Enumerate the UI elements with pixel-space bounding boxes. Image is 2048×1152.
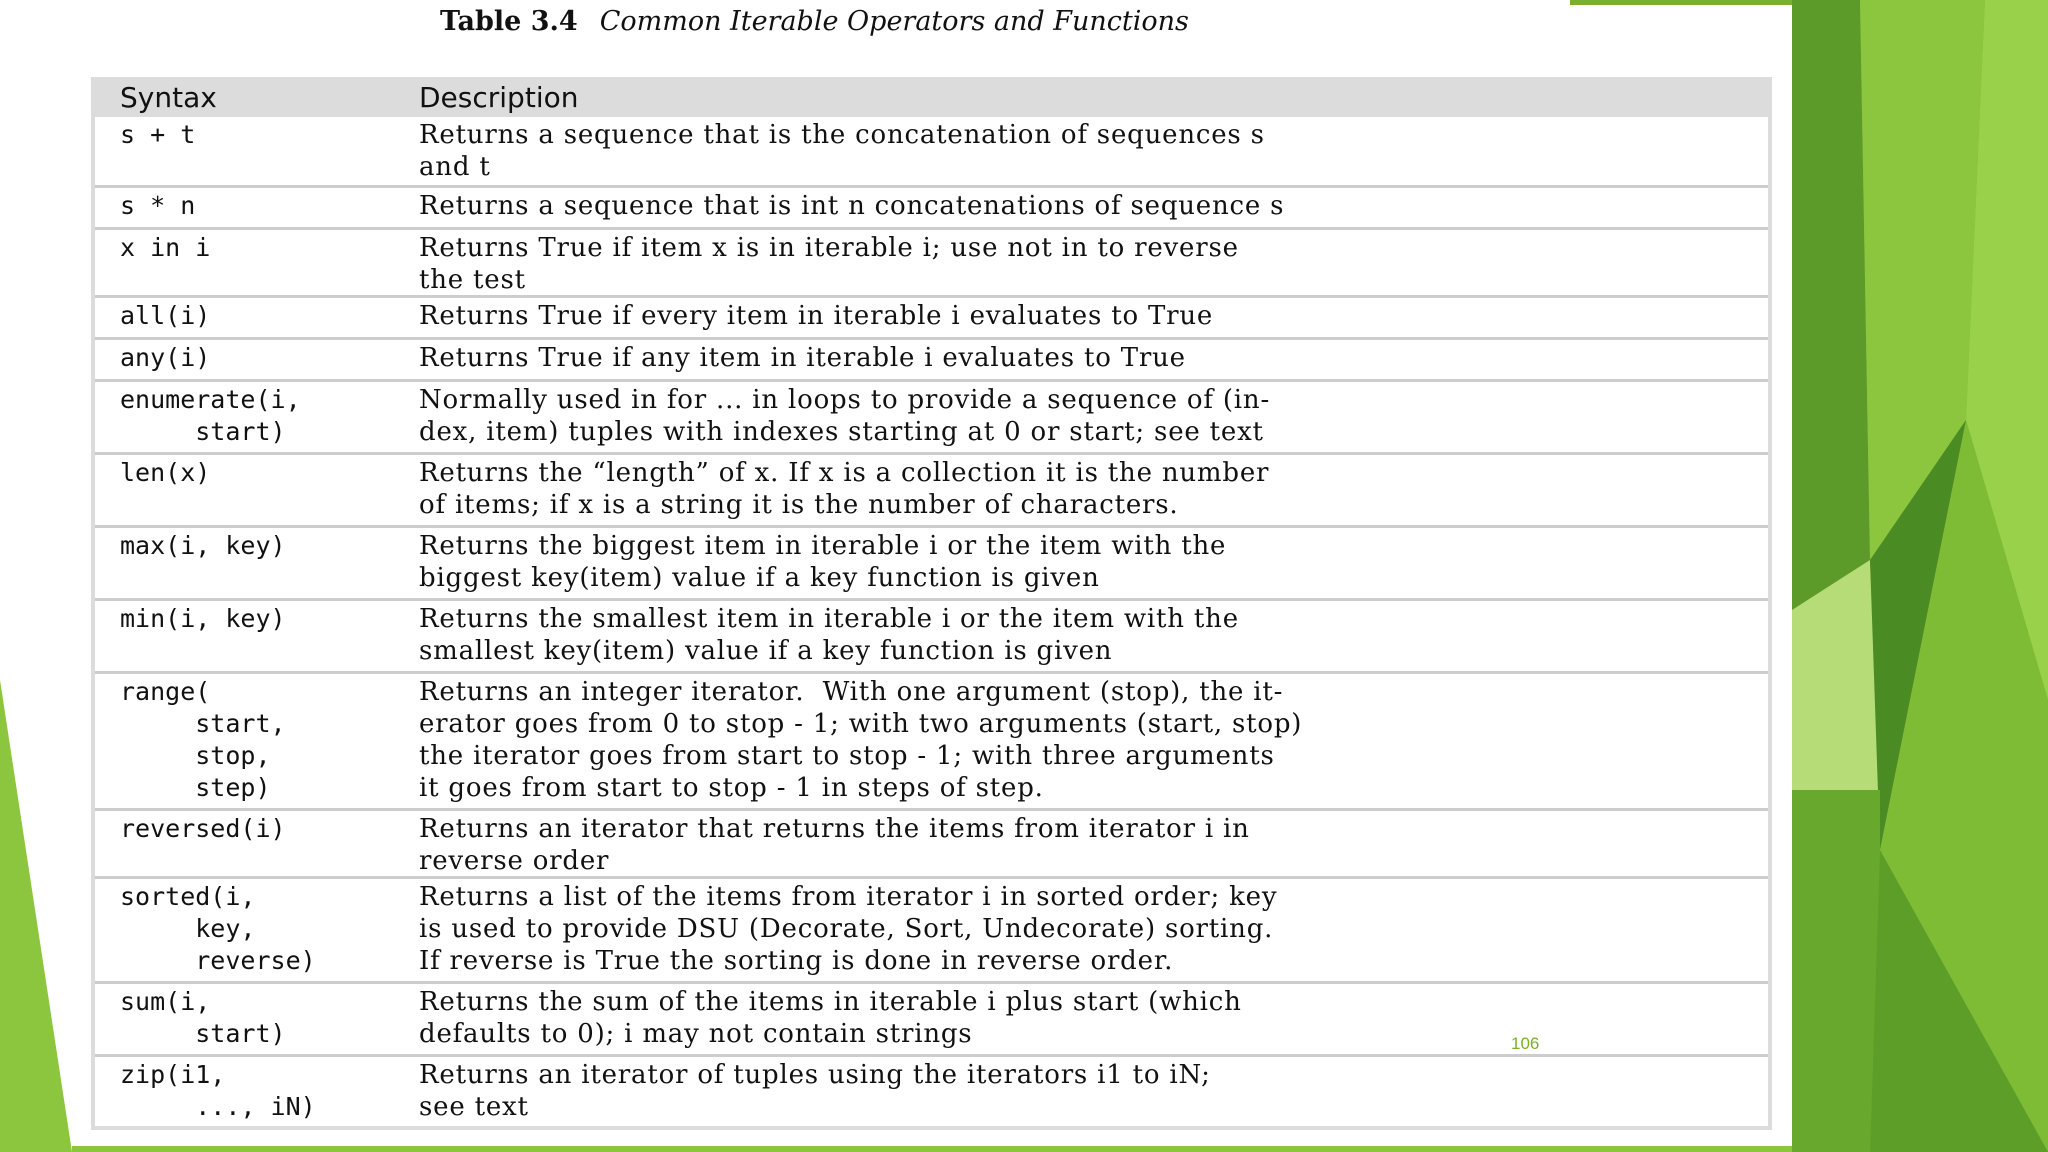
description-cell: Returns True if every item in iterable i evaluates to True bbox=[419, 301, 1214, 331]
table-body bbox=[95, 117, 1768, 1126]
syntax-cell: any(i) bbox=[120, 343, 211, 372]
table-row bbox=[95, 808, 1768, 876]
table-row bbox=[95, 185, 1768, 227]
syntax-cell: reversed(i) bbox=[120, 814, 286, 843]
description-cell: Returns an iterator that returns the items from iterator i in reverse order bbox=[419, 814, 1250, 876]
description-cell: Returns the biggest item in iterable i or the item with the biggest key(item) value if a key function is given bbox=[419, 531, 1227, 593]
green-wedge-left bbox=[0, 680, 72, 1152]
syntax-cell: range( start, stop, step) bbox=[120, 677, 286, 802]
table-row bbox=[95, 295, 1768, 337]
table-row bbox=[95, 337, 1768, 379]
table-title: Common Iterable Operators and Functions bbox=[599, 6, 1189, 37]
header-description: Description bbox=[419, 81, 579, 114]
syntax-cell: s + t bbox=[120, 120, 196, 149]
table-row bbox=[95, 227, 1768, 295]
table-row bbox=[95, 598, 1768, 671]
syntax-cell: len(x) bbox=[120, 458, 211, 487]
table-caption bbox=[440, 6, 1440, 46]
table-number: Table 3.4 bbox=[440, 6, 578, 37]
syntax-cell: zip(i1, ..., iN) bbox=[120, 1060, 316, 1121]
syntax-cell: min(i, key) bbox=[120, 604, 286, 633]
description-cell: Returns True if any item in iterable i evaluates to True bbox=[419, 343, 1186, 373]
green-strip-top bbox=[1570, 0, 1792, 5]
description-cell: Returns a sequence that is the concatenation of sequences s and t bbox=[419, 120, 1265, 182]
table-row bbox=[95, 1054, 1768, 1126]
iterable-operators-table bbox=[91, 77, 1772, 1130]
syntax-cell: all(i) bbox=[120, 301, 211, 330]
description-cell: Returns an iterator of tuples using the iterators i1 to iN; see text bbox=[419, 1060, 1211, 1122]
syntax-cell: sorted(i, key, reverse) bbox=[120, 882, 316, 975]
syntax-cell: s * n bbox=[120, 191, 196, 220]
table-row bbox=[95, 525, 1768, 598]
description-cell: Returns a sequence that is int n concatenations of sequence s bbox=[419, 191, 1285, 221]
description-cell: Returns an integer iterator. With one argument (stop), the it- erator goes from 0 to stop - 1; with two arguments (start, stop) the iterator goes from start to stop - 1; with three arguments it goes from start to stop - 1 in steps of step. bbox=[419, 677, 1303, 803]
table-row bbox=[95, 379, 1768, 452]
syntax-cell: max(i, key) bbox=[120, 531, 286, 560]
green-facet-top-dark bbox=[1792, 0, 1870, 610]
table-row bbox=[95, 876, 1768, 981]
table-row bbox=[95, 671, 1768, 808]
syntax-cell: x in i bbox=[120, 233, 211, 262]
description-cell: Returns True if item x is in iterable i; use not in to reverse the test bbox=[419, 233, 1239, 295]
slide-page-number: 106 bbox=[1511, 1034, 1540, 1053]
description-cell: Returns the “length” of x. If x is a collection it is the number of items; if x is a string it is the number of characters. bbox=[419, 458, 1270, 520]
description-cell: Returns the smallest item in iterable i or the item with the smallest key(item) value if a key function is given bbox=[419, 604, 1239, 666]
description-cell: Normally used in for ... in loops to provide a sequence of (in- dex, item) tuples with indexes starting at 0 or start; see text bbox=[419, 385, 1271, 447]
table-row bbox=[95, 117, 1768, 185]
syntax-cell: enumerate(i, start) bbox=[120, 385, 301, 446]
green-facet-lower bbox=[1792, 790, 1880, 1152]
header-syntax: Syntax bbox=[120, 81, 217, 114]
description-cell: Returns the sum of the items in iterable i plus start (which defaults to 0); i may not contain strings bbox=[419, 987, 1242, 1049]
table-header-row bbox=[95, 77, 1768, 117]
table-row bbox=[95, 452, 1768, 525]
green-strip-bottom bbox=[72, 1146, 1792, 1152]
description-cell: Returns a list of the items from iterator i in sorted order; key is used to provide DSU (Decorate, Sort, Undecorate) sorting. If reverse is True the sorting is done in reverse order. bbox=[419, 882, 1278, 976]
syntax-cell: sum(i, start) bbox=[120, 987, 286, 1048]
